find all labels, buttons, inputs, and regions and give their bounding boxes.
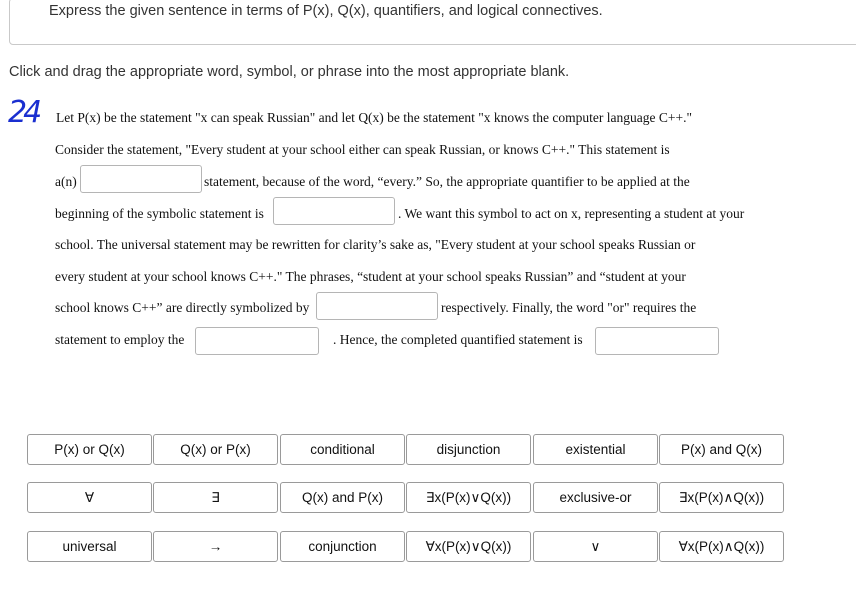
passage-line-8a: statement to employ the bbox=[55, 332, 185, 347]
tile-forall-conjunction[interactable]: ∀x(P(x)∧Q(x)) bbox=[659, 531, 784, 562]
passage-line-3b: statement, because of the word, “every.” So, the appropriate quantifier to be applied at the bbox=[204, 174, 690, 189]
tile-forall-disjunction[interactable]: ∀x(P(x)∨Q(x)) bbox=[406, 531, 531, 562]
tile-q-or-p[interactable]: Q(x) or P(x) bbox=[153, 434, 278, 465]
passage-line-4a: beginning of the symbolic statement is bbox=[55, 206, 264, 221]
tile-universal[interactable]: universal bbox=[27, 531, 152, 562]
tile-disjunction[interactable]: disjunction bbox=[406, 434, 531, 465]
passage-line-3a: a(n) bbox=[55, 174, 77, 189]
passage-line-8b: . Hence, the completed quantified statement is bbox=[333, 332, 583, 347]
tile-p-or-q[interactable]: P(x) or Q(x) bbox=[27, 434, 152, 465]
tile-conjunction[interactable]: conjunction bbox=[280, 531, 405, 562]
passage-line-5: school. The universal statement may be rewritten for clarity’s sake as, "Every student at your school speaks Russian or bbox=[55, 237, 696, 252]
tile-or-symbol[interactable]: ∨ bbox=[533, 531, 658, 562]
passage-line-4b: . We want this symbol to act on x, representing a student at your bbox=[398, 206, 745, 221]
instruction-text: Click and drag the appropriate word, symbol, or phrase into the most appropriate blank. bbox=[9, 64, 570, 80]
blank-connective[interactable] bbox=[195, 327, 319, 355]
blank-quantifier-symbol[interactable] bbox=[273, 197, 395, 225]
handwritten-mark: 24 bbox=[8, 95, 39, 130]
tile-arrow-symbol[interactable]: → bbox=[153, 531, 278, 562]
passage-line-2: Consider the statement, "Every student at your school either can speak Russian, or knows C++." This statement is bbox=[55, 142, 670, 157]
tile-forall-symbol[interactable]: ∀ bbox=[27, 482, 152, 513]
tile-exists-conjunction[interactable]: ∃x(P(x)∧Q(x)) bbox=[659, 482, 784, 513]
passage-line-7b: respectively. Finally, the word "or" requires the bbox=[441, 300, 697, 315]
tile-conditional[interactable]: conditional bbox=[280, 434, 405, 465]
prompt-text: Express the given sentence in terms of P(x), Q(x), quantifiers, and logical connectives. bbox=[49, 3, 603, 19]
tile-exists-symbol[interactable]: ∃ bbox=[153, 482, 278, 513]
tile-existential[interactable]: existential bbox=[533, 434, 658, 465]
tile-p-and-q[interactable]: P(x) and Q(x) bbox=[659, 434, 784, 465]
tile-q-and-p[interactable]: Q(x) and P(x) bbox=[280, 482, 405, 513]
blank-predicates[interactable] bbox=[316, 292, 438, 320]
tile-exists-disjunction[interactable]: ∃x(P(x)∨Q(x)) bbox=[406, 482, 531, 513]
tile-exclusive-or[interactable]: exclusive-or bbox=[533, 482, 658, 513]
blank-quantifier-type[interactable] bbox=[80, 165, 202, 193]
blank-final-statement[interactable] bbox=[595, 327, 719, 355]
passage-line-1: Let P(x) be the statement "x can speak Russian" and let Q(x) be the statement "x knows the computer language C++." bbox=[56, 110, 692, 125]
passage-line-7a: school knows C++” are directly symbolized by bbox=[55, 300, 310, 315]
passage-line-6: every student at your school knows C++." The phrases, “student at your school speaks Russian” and “student at your bbox=[55, 269, 686, 284]
